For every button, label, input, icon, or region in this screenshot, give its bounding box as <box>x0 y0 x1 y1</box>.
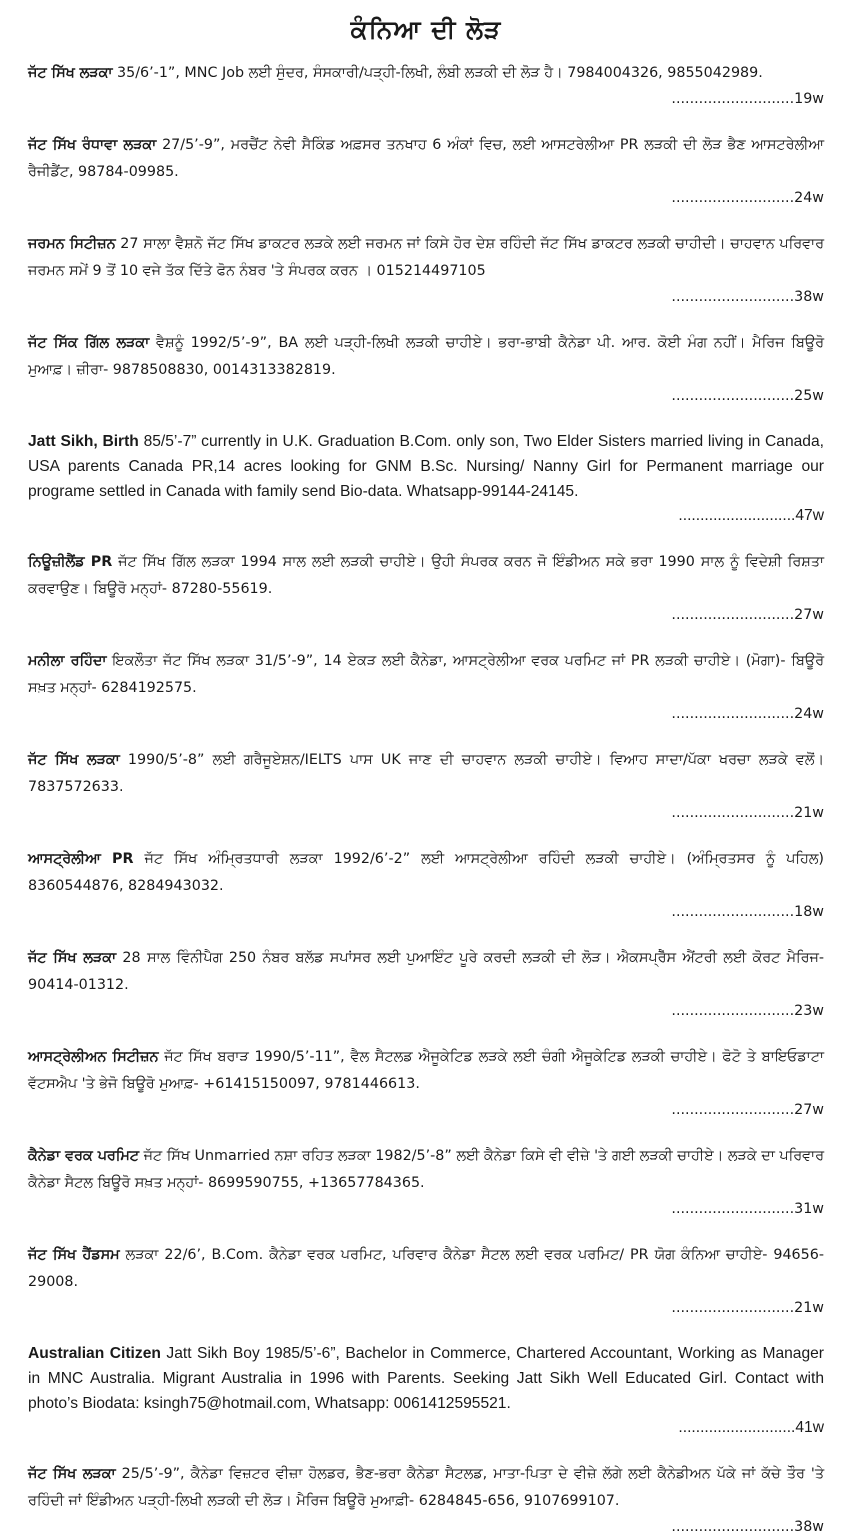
ad-heading: ਆਸਟ੍ਰੇਲੀਆ PR <box>28 851 134 867</box>
ad-code: ...........................25w <box>671 388 824 404</box>
ad-heading: ਜੱਟ ਸਿੱਖ ਹੈਂਡਸਮ <box>28 1247 120 1263</box>
classified-ad <box>28 945 824 1023</box>
ad-body: 1990/5’-8” ਲਈ ਗਰੈਜੂਏਸ਼ਨ/IELTS ਪਾਸ UK ਜਾਣ ਦੀ ਚਾਹਵਾਨ ਲੜਕੀ ਚਾਹੀਏ। ਵਿਆਹ ਸਾਦਾ/ਪੱਕਾ ਖਰਚਾ ਲੜਕੇ ਵਲੋਂ। 7837572633. <box>28 752 825 795</box>
ad-body: ਲੜਕਾ 22/6’, B.Com. ਕੈਨੇਡਾ ਵਰਕ ਪਰਮਿਟ, ਪਰਿਵਾਰ ਕੈਨੇਡਾ ਸੈਟਲ ਲਈ ਵਰਕ ਪਰਮਿਟ/ PR ਯੋਗ ਕੰਨਿਆ ਚਾਹੀਏ- 94656-29008. <box>28 1247 824 1290</box>
ad-body: ਜੱਟ ਸਿੱਖ ਗਿੱਲ ਲੜਕਾ 1994 ਸਾਲ ਲਈ ਲੜਕੀ ਚਾਹੀਏ। ਉਹੀ ਸੰਪਰਕ ਕਰਨ ਜੋ ਇੰਡੀਅਨ ਸਕੇ ਭਰਾ 1990 ਸਾਲ ਨੂੰ ਵਿਦੇਸ਼ੀ ਰਿਸ਼ਤਾ ਕਰਵਾਉਣ। ਬਿਊਰੋ ਮਨ੍ਹਾਂ- 87280-55619. <box>28 554 824 597</box>
classified-ad <box>28 846 824 924</box>
ad-text <box>28 1143 824 1197</box>
classified-ad <box>28 747 824 825</box>
ad-text <box>28 846 824 900</box>
ad-code: ...........................21w <box>671 1300 824 1316</box>
ad-body: 27 ਸਾਲਾ ਵੈਸ਼ਨੋ ਜੱਟ ਸਿੱਖ ਡਾਕਟਰ ਲੜਕੇ ਲਈ ਜਰਮਨ ਜਾਂ ਕਿਸੇ ਹੋਰ ਦੇਸ਼ ਰਹਿੰਦੀ ਜੱਟ ਸਿੱਖ ਡਾਕਟਰ ਲੜਕੀ ਚਾਹੀਦੀ। ਚਾਹਵਾਨ ਪਰਿਵਾਰ ਜਰਮਨ ਸਮੇਂ 9 ਤੋਂ 10 ਵਜੇ ਤੱਕ ਦਿੱਤੇ ਫੋਨ ਨੰਬਰ 'ਤੇ ਸੰਪਰਕ ਕਰਨ । 015214497105 <box>28 236 824 279</box>
ad-body: ਵੈਸ਼ਨੂੰ 1992/5’-9”, BA ਲਈ ਪੜ੍ਹੀ-ਲਿਖੀ ਲੜਕੀ ਚਾਹੀਏ। ਭਰਾ-ਭਾਬੀ ਕੈਨੇਡਾ ਪੀ. ਆਰ. ਕੋਈ ਮੰਗ ਨਹੀਂ। ਮੈਰਿਜ ਬਿਊਰੋ ਮੁਆਫ਼। ਜ਼ੀਰਾ- 9878508830, 0014313382819. <box>28 335 824 378</box>
ads-list <box>28 60 824 1539</box>
classified-ad <box>28 1044 824 1122</box>
ad-text <box>28 945 824 999</box>
classified-ad <box>28 60 824 111</box>
ad-code: ...........................38w <box>671 289 824 305</box>
ad-heading: ਜੱਟ ਸਿੱਕ ਗਿੱਲ ਲੜਕਾ <box>28 335 150 351</box>
ad-heading: ਜਰਮਨ ਸਿਟੀਜ਼ਨ <box>28 236 116 252</box>
ad-code: ...........................41w <box>678 1419 824 1436</box>
ad-text <box>28 132 824 186</box>
ad-heading: ਕੈਨੇਡਾ ਵਰਕ ਪਰਮਿਟ <box>28 1148 139 1164</box>
ad-heading: Australian Citizen <box>28 1345 161 1362</box>
classified-ad <box>28 330 824 408</box>
ad-body: 35/6’-1”, MNC Job ਲਈ ਸੁੰਦਰ, ਸੰਸਕਾਰੀ/ਪੜ੍ਹੀ-ਲਿਖੀ, ਲੰਬੀ ਲੜਕੀ ਦੀ ਲੋੜ ਹੈ। 7984004326, 9855042989. <box>112 65 763 81</box>
ad-code: ...........................47w <box>678 507 824 524</box>
ad-text <box>28 1044 824 1098</box>
ad-heading: ਜੱਟ ਸਿੱਖ ਲੜਕਾ <box>28 752 120 768</box>
classified-ad <box>28 549 824 627</box>
page-title: ਕੰਨਿਆ ਦੀ ਲੋੜ <box>350 15 502 44</box>
ad-body: ਇਕਲੌਤਾ ਜੱਟ ਸਿੱਖ ਲੜਕਾ 31/5’-9”, 14 ਏਕੜ ਲਈ ਕੈਨੇਡਾ, ਆਸਟ੍ਰੇਲੀਆ ਵਰਕ ਪਰਮਿਟ ਜਾਂ PR ਲੜਕੀ ਚਾਹੀਏ। (ਮੋਗਾ)- ਬਿਊਰੋ ਸਖ਼ਤ ਮਨ੍ਹਾਂ- 6284192575. <box>28 653 824 696</box>
ad-code: ...........................24w <box>671 190 824 206</box>
ad-code: ...........................19w <box>671 91 824 107</box>
ad-body: Jatt Sikh Boy 1985/5’-6”, Bachelor in Commerce, Chartered Accountant, Working as Manager in MNC Australia. Migrant Australia in 1996 with Parents. Seeking Jatt Sikh Well Educated Girl. Contact with photo’s Biodata: ksingh75@hotmail.com, Whatsapp: 0061412595521. <box>28 1345 824 1412</box>
classified-ad <box>28 429 824 528</box>
classified-ad <box>28 231 824 309</box>
ad-code: ...........................31w <box>671 1201 824 1217</box>
ad-text <box>28 1341 824 1416</box>
classified-ad <box>28 1242 824 1320</box>
ad-body: 27/5’-9”, ਮਰਚੈਂਟ ਨੇਵੀ ਸੈਕਿੰਡ ਅਫ਼ਸਰ ਤਨਖਾਹ 6 ਅੰਕਾਂ ਵਿਚ, ਲਈ ਆਸਟਰੇਲੀਆ PR ਲੜਕੀ ਦੀ ਲੋੜ ਭੈਣ ਆਸਟਰੇਲੀਆ ਰੈਜੀਡੈਂਟ, 98784-09985. <box>28 137 824 180</box>
ad-code: ...........................21w <box>671 805 824 821</box>
classified-ad <box>28 1143 824 1221</box>
ad-code: ...........................27w <box>671 1102 824 1118</box>
ad-text <box>28 231 824 285</box>
ad-code: ...........................24w <box>671 706 824 722</box>
ad-text <box>28 429 824 504</box>
ad-text <box>28 1461 824 1515</box>
ad-body: ਜੱਟ ਸਿੱਖ ਬਰਾੜ 1990/5’-11”, ਵੈਲ ਸੈਟਲਡ ਐਜੂਕੇਟਿਡ ਲੜਕੇ ਲਈ ਚੰਗੀ ਐਜੂਕੇਟਿਡ ਲੜਕੀ ਚਾਹੀਏ। ਫੋਟੋ ਤੇ ਬਾਇਓਡਾਟਾ ਵੱਟਸਐਪ 'ਤੇ ਭੇਜੋ ਬਿਊਰੋ ਮੁਆਫ਼- +61415150097, 9781446613. <box>28 1049 824 1092</box>
ad-text <box>28 549 824 603</box>
ad-text <box>28 330 824 384</box>
ad-body: ਜੱਟ ਸਿੱਖ Unmarried ਨਸ਼ਾ ਰਹਿਤ ਲੜਕਾ 1982/5’-8” ਲਈ ਕੈਨੇਡਾ ਕਿਸੇ ਵੀ ਵੀਜ਼ੇ 'ਤੇ ਗਈ ਲੜਕੀ ਚਾਹੀਏ। ਲੜਕੇ ਦਾ ਪਰਿਵਾਰ ਕੈਨੇਡਾ ਸੈਟਲ ਬਿਊਰੋ ਸਖ਼ਤ ਮਨ੍ਹਾਂ- 8699590755, +13657784365. <box>28 1148 824 1191</box>
ad-heading: ਜੱਟ ਸਿੱਖ ਰੰਧਾਵਾ ਲੜਕਾ <box>28 137 157 153</box>
ad-heading: ਜੱਟ ਸਿੱਖ ਲੜਕਾ <box>28 1466 116 1482</box>
ad-heading: Jatt Sikh, Birth <box>28 433 139 450</box>
ad-body: 25/5’-9”, ਕੈਨੇਡਾ ਵਿਜ਼ਟਰ ਵੀਜ਼ਾ ਹੋਲਡਰ, ਭੈਣ-ਭਰਾ ਕੈਨੇਡਾ ਸੈਟਲਡ, ਮਾਤਾ-ਪਿਤਾ ਦੇ ਵੀਜ਼ੇ ਲੱਗੇ ਲਈ ਕੈਨੇਡੀਅਨ ਪੱਕੇ ਜਾਂ ਕੱਚੇ ਤੌਰ 'ਤੇ ਰਹਿੰਦੀ ਜਾਂ ਇੰਡੀਅਨ ਪੜ੍ਹੀ-ਲਿਖੀ ਲੜਕੀ ਦੀ ਲੋੜ। ਮੈਰਿਜ ਬਿਊਰੋ ਮੁਆਫ਼ੀ- 6284845-656, 9107699107. <box>28 1466 825 1509</box>
classified-ad <box>28 1461 824 1539</box>
ad-text <box>28 648 824 702</box>
classified-ad <box>28 648 824 726</box>
classified-ad <box>28 1341 824 1440</box>
ad-heading: ਨਿਊਜ਼ੀਲੈਂਡ PR <box>28 554 113 570</box>
ad-body: ਜੱਟ ਸਿੱਖ ਅੰਮ੍ਰਿਤਧਾਰੀ ਲੜਕਾ 1992/6’-2” ਲਈ ਆਸਟ੍ਰੇਲੀਆ ਰਹਿੰਦੀ ਲੜਕੀ ਚਾਹੀਏ। (ਅੰਮ੍ਰਿਤਸਰ ਨੂੰ ਪਹਿਲ) 8360544876, 8284943032. <box>28 851 825 894</box>
ad-code: ...........................18w <box>671 904 824 920</box>
ad-heading: ਜੱਟ ਸਿੱਖ ਲੜਕਾ <box>28 950 117 966</box>
ad-text <box>28 60 824 87</box>
ad-body: 28 ਸਾਲ ਵਿੰਨੀਪੈਗ 250 ਨੰਬਰ ਬਲੱਡ ਸਪਾਂਸਰ ਲਈ ਪੁਆਇੰਟ ਪੂਰੇ ਕਰਦੀ ਲੜਕੀ ਦੀ ਲੋੜ। ਐਕਸਪ੍ਰੈੱਸ ਐਂਟਰੀ ਲਈ ਕੋਰਟ ਮੈਰਿਜ- 90414-01312. <box>28 950 825 993</box>
ad-text <box>28 1242 824 1296</box>
ad-body: 85/5’-7” currently in U.K. Graduation B.Com. only son, Two Elder Sisters married living in Canada, USA parents Canada PR,14 acres looking for GNM B.Sc. Nursing/ Nanny Girl for Permanent marriage our programe settled in Canada with family send Bio-data. Whatsapp-99144-24145. <box>28 433 824 500</box>
ad-code: ...........................27w <box>671 607 824 623</box>
ad-text <box>28 747 824 801</box>
ad-heading: ਆਸਟ੍ਰੇਲੀਅਨ ਸਿਟੀਜ਼ਨ <box>28 1049 159 1065</box>
ad-code: ...........................23w <box>671 1003 824 1019</box>
ad-code: ...........................38w <box>671 1519 824 1535</box>
ad-heading: ਜੱਟ ਸਿੱਖ ਲੜਕਾ <box>28 65 113 81</box>
classified-ad <box>28 132 824 210</box>
ad-heading: ਮਨੀਲਾ ਰਹਿੰਦਾ <box>28 653 107 669</box>
